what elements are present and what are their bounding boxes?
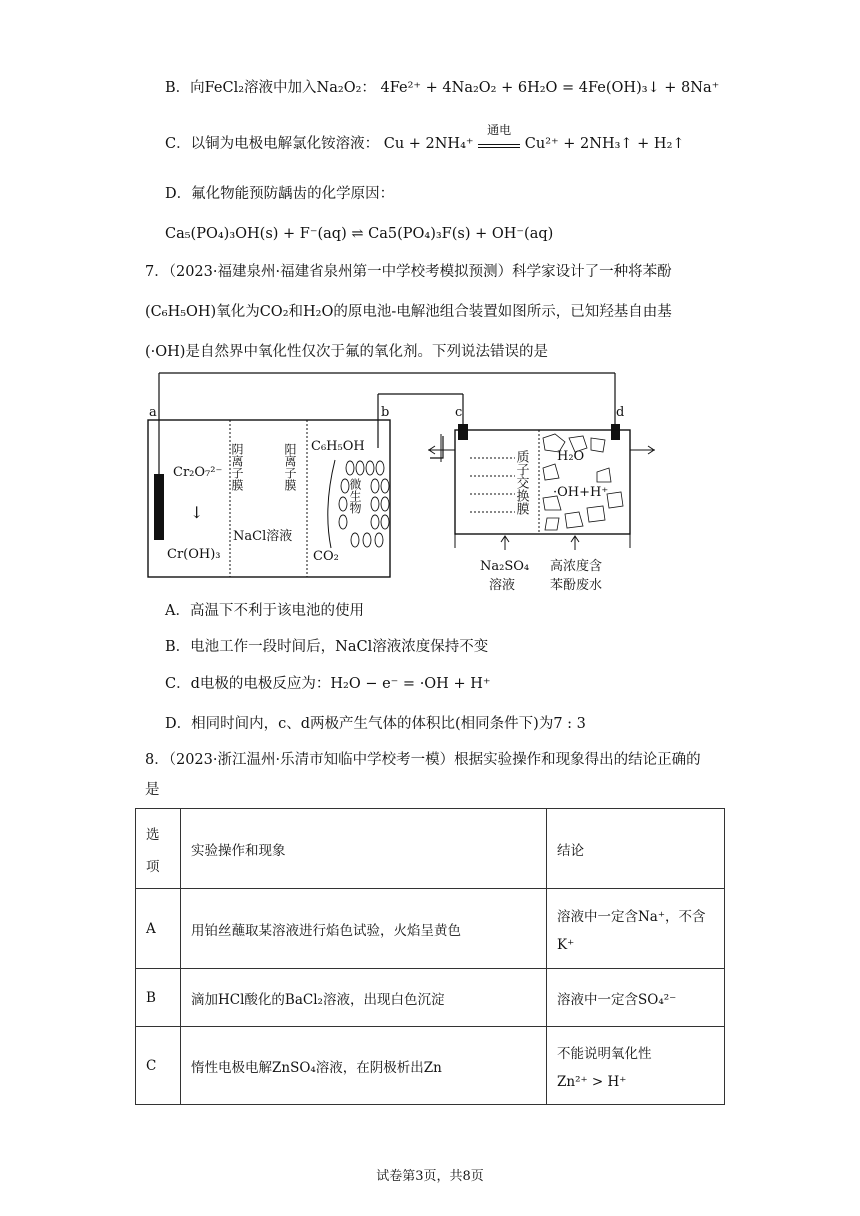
header-conclusion: 结论 <box>547 809 725 889</box>
label-b: b <box>381 405 390 420</box>
table-row: B 滴加HCl酸化的BaCl₂溶液，出现白色沉淀 溶液中一定含SO₄²⁻ <box>136 969 725 1027</box>
q6-option-c: C．以铜为电极电解氯化铵溶液： Cu + 2NH₄⁺ 通电 Cu²⁺ + 2NH₃↑ + H₂↑ <box>165 134 685 154</box>
header-option-1: 选 <box>146 826 160 843</box>
q7-option-c: C．d电极的电极反应为：H₂O − e⁻ = ·OH + H⁺ <box>165 676 491 692</box>
q7-stem-3: (·OH)是自然界中氧化性仅次于氟的氧化剂。下列说法错误的是 <box>145 344 548 360</box>
q7-option-a: A．高温下不利于该电池的使用 <box>165 603 364 619</box>
label-oh-h: ·OH+H⁺ <box>553 485 609 500</box>
header-option-2: 项 <box>146 858 160 875</box>
label-co2: CO₂ <box>313 549 339 564</box>
header-operation: 实验操作和现象 <box>181 809 547 889</box>
label-anion-membrane: 阴离子膜 <box>230 443 244 491</box>
electrode-a <box>154 474 164 540</box>
label-waste-2: 苯酚废水 <box>550 578 603 593</box>
table-header-row <box>136 809 725 889</box>
label-c: c <box>455 405 463 420</box>
label-nacl: NaCl溶液 <box>233 529 293 544</box>
q7-option-d: D．相同时间内，c、d两极产生气体的体积比(相同条件下)为7 : 3 <box>165 716 586 732</box>
label-waste-1: 高浓度含 <box>550 559 603 574</box>
q8-stem-1: 8．（2023·浙江温州·乐清市知临中学校考一模）根据实验操作和现象得出的结论正确的 <box>145 752 701 768</box>
q6-option-b: B．向FeCl₂溶液中加入Na₂O₂： 4Fe²⁺ + 4Na₂O₂ + 6H₂O = 4Fe(OH)₃↓ + 8Na⁺ <box>165 80 720 96</box>
label-d: d <box>616 405 625 420</box>
label-solution: 溶液 <box>489 578 516 593</box>
electrolysis-condition: 通电 <box>487 123 512 137</box>
label-h2o: H₂O <box>557 449 585 464</box>
q6-option-d: D．氟化物能预防龋齿的化学原因： <box>165 186 395 202</box>
label-cation-membrane: 阳离子膜 <box>283 443 297 491</box>
label-a: a <box>149 405 157 420</box>
label-croh3: Cr(OH)₃ <box>167 547 221 562</box>
label-na2so4: Na₂SO₄ <box>480 559 530 574</box>
q6-option-d-equation: Ca₅(PO₄)₃OH(s) + F⁻(aq) ⇌ Ca5(PO₄)₃F(s) + OH⁻(aq) <box>165 226 554 242</box>
label-proton-membrane: 质子交换膜 <box>513 450 529 515</box>
label-microbe: 微生物 <box>348 478 362 514</box>
electrode-d <box>611 424 620 440</box>
page-footer: 试卷第3页，共8页 <box>376 1169 484 1184</box>
battery-electrolysis-diagram <box>145 368 685 600</box>
table-row: C 惰性电极电解ZnSO₄溶液，在阴极析出Zn 不能说明氧化性 Zn²⁺ > H⁺ <box>136 1027 725 1105</box>
label-cr2o7: Cr₂O₇²⁻ <box>173 465 223 480</box>
q8-stem-2: 是 <box>145 782 160 798</box>
q8-table <box>135 808 725 1105</box>
q7-option-b: B．电池工作一段时间后，NaCl溶液浓度保持不变 <box>165 639 489 655</box>
q7-stem-1: 7．（2023·福建泉州·福建省泉州第一中学校考模拟预测）科学家设计了一种将苯酚 <box>145 264 672 280</box>
q7-stem-2: (C₆H₅OH)氧化为CO₂和H₂O的原电池-电解池组合装置如图所示，已知羟基自由基 <box>145 304 672 320</box>
table-row: A 用铂丝蘸取某溶液进行焰色试验，火焰呈黄色 溶液中一定含Na⁺，不含 K⁺ <box>136 889 725 969</box>
label-c6h5oh: C₆H₅OH <box>311 439 365 454</box>
svg-text:↓: ↓ <box>190 503 204 522</box>
electrode-c <box>458 424 468 440</box>
